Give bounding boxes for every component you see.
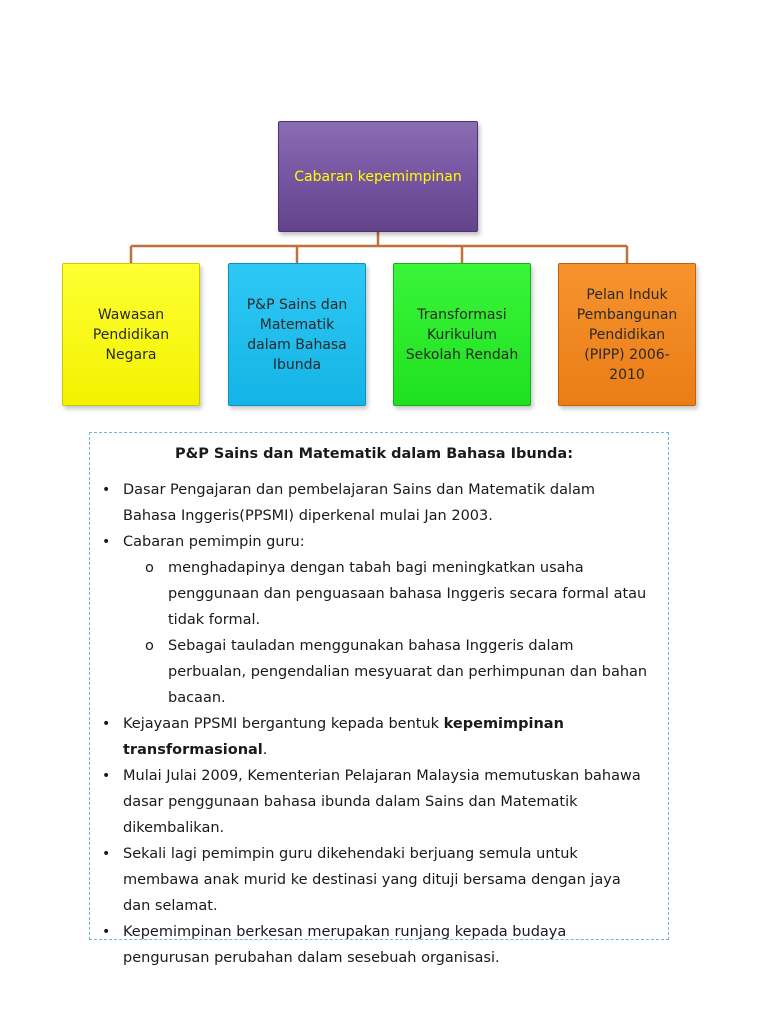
bullet-item xyxy=(98,529,650,711)
bullet-item xyxy=(98,711,650,763)
bullet-icon: • xyxy=(102,768,111,784)
root-node-label: Cabaran kepemimpinan xyxy=(294,168,462,185)
notes-panel xyxy=(89,432,669,966)
bullet-icon: • xyxy=(102,924,111,940)
bullet-text: Dasar Pengajaran dan pembelajaran Sains dan Matematik dalam Bahasa Inggeris(PPSMI) diperkenal mulai Jan 2003. xyxy=(123,482,596,524)
child-node-pipp xyxy=(558,263,696,406)
child-node-wawasan xyxy=(62,263,200,406)
bullet-text-before: Kejayaan PPSMI bergantung kepada bentuk xyxy=(123,716,444,732)
bullet-item xyxy=(98,477,650,529)
bullet-text: Cabaran pemimpin guru: xyxy=(123,534,305,550)
root-node xyxy=(278,121,478,232)
bullet-text-bold: kepemimpinan transformasional xyxy=(123,716,564,758)
bullet-item xyxy=(98,919,650,971)
sub-bullet-list xyxy=(123,555,650,711)
bullet-icon: • xyxy=(102,482,111,498)
bullet-icon: • xyxy=(102,534,111,550)
child-node-label: Transformasi Kurikulum Sekolah Rendah xyxy=(405,306,519,363)
bullet-text: Mulai Julai 2009, Kementerian Pelajaran Malaysia memutuskan bahawa dasar penggunaan bahasa ibunda dalam Sains dan Matematik dikembalikan. xyxy=(123,768,641,836)
child-node-label: Pelan Induk Pembangunan Pendidikan (PIPP) 2006-2010 xyxy=(576,286,678,383)
bullet-text: Kepemimpinan berkesan merupakan runjang kepada budaya pengurusan perubahan dalam sesebuah organisasi. xyxy=(123,924,567,966)
bullet-text: Sekali lagi pemimpin guru dikehendaki berjuang semula untuk membawa anak murid ke destinasi yang dituji bersama dengan jaya dan selamat. xyxy=(123,846,621,914)
sub-bullet-text: Sebagai tauladan menggunakan bahasa Inggeris dalam perbualan, pengendalian mesyuarat dan perhimpunan dan bahan bacaan. xyxy=(168,638,648,706)
bullet-icon: • xyxy=(102,716,111,732)
panel-title: P&P Sains dan Matematik dalam Bahasa Ibunda: xyxy=(174,446,573,462)
sub-bullet-item xyxy=(123,555,650,633)
sub-bullet-icon: o xyxy=(145,560,154,576)
bullet-icon: • xyxy=(102,846,111,862)
sub-bullet-item xyxy=(123,633,650,711)
child-node-ppsmi xyxy=(228,263,366,406)
child-node-label: P&P Sains dan Matematik dalam Bahasa Ibunda xyxy=(246,296,348,373)
sub-bullet-icon: o xyxy=(145,638,154,654)
sub-bullet-text: menghadapinya dengan tabah bagi meningkatkan usaha penggunaan dan penguasaan bahasa Inggeris secara formal atau tidak formal. xyxy=(168,560,647,628)
bullet-item xyxy=(98,841,650,919)
child-node-transformasi xyxy=(393,263,531,406)
bullet-list xyxy=(98,477,650,971)
child-node-label: Wawasan Pendidikan Negara xyxy=(92,306,170,363)
bullet-text-after: . xyxy=(262,742,268,758)
bullet-item xyxy=(98,763,650,841)
